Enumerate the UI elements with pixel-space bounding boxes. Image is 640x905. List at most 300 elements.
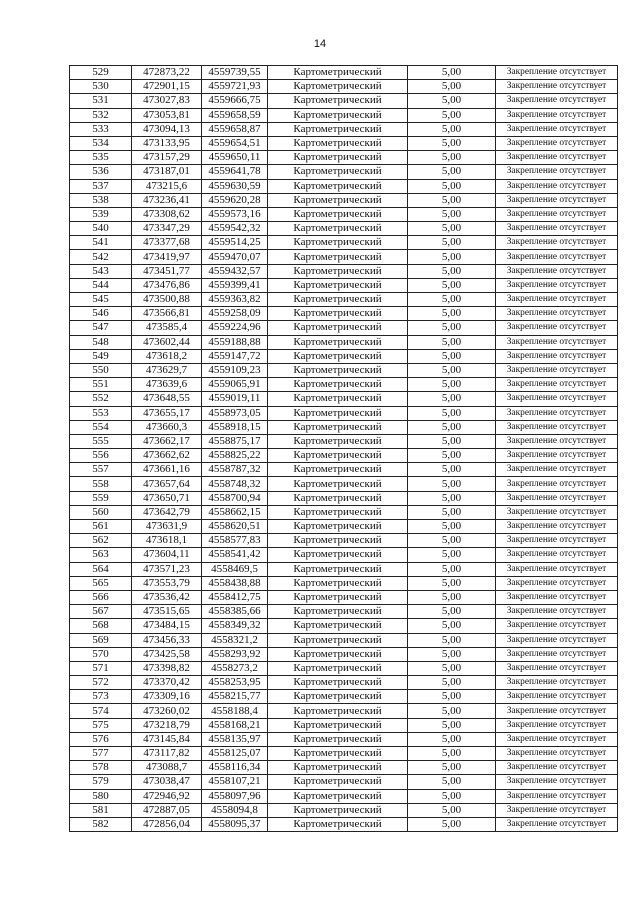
method-cell: Картометрический <box>268 605 408 619</box>
method-cell: Картометрический <box>268 165 408 179</box>
point-number-cell: 557 <box>70 463 132 477</box>
accuracy-cell: 5,00 <box>408 222 496 236</box>
accuracy-cell: 5,00 <box>408 66 496 80</box>
x-coordinate-cell: 473347,29 <box>132 222 202 236</box>
method-cell: Картометрический <box>268 704 408 718</box>
fixation-cell: Закрепление отсутствует <box>496 293 618 307</box>
method-cell: Картометрический <box>268 434 408 448</box>
point-number-cell: 537 <box>70 179 132 193</box>
accuracy-cell: 5,00 <box>408 761 496 775</box>
x-coordinate-cell: 473642,79 <box>132 505 202 519</box>
table-row <box>70 122 618 136</box>
point-number-cell: 529 <box>70 66 132 80</box>
x-coordinate-cell: 473425,58 <box>132 647 202 661</box>
method-cell: Картометрический <box>268 449 408 463</box>
table-row <box>70 647 618 661</box>
accuracy-cell: 5,00 <box>408 747 496 761</box>
y-coordinate-cell: 4559620,28 <box>202 193 268 207</box>
x-coordinate-cell: 473260,02 <box>132 704 202 718</box>
method-cell: Картометрический <box>268 761 408 775</box>
x-coordinate-cell: 473629,7 <box>132 363 202 377</box>
x-coordinate-cell: 473145,84 <box>132 732 202 746</box>
method-cell: Картометрический <box>268 264 408 278</box>
y-coordinate-cell: 4559573,16 <box>202 207 268 221</box>
table-row <box>70 250 618 264</box>
x-coordinate-cell: 473094,13 <box>132 122 202 136</box>
y-coordinate-cell: 4559147,72 <box>202 349 268 363</box>
method-cell: Картометрический <box>268 349 408 363</box>
accuracy-cell: 5,00 <box>408 633 496 647</box>
table-row <box>70 66 618 80</box>
table-row <box>70 817 618 831</box>
method-cell: Картометрический <box>268 576 408 590</box>
method-cell: Картометрический <box>268 676 408 690</box>
method-cell: Картометрический <box>268 505 408 519</box>
method-cell: Картометрический <box>268 775 408 789</box>
fixation-cell: Закрепление отсутствует <box>496 747 618 761</box>
fixation-cell: Закрепление отсутствует <box>496 80 618 94</box>
point-number-cell: 538 <box>70 193 132 207</box>
fixation-cell: Закрепление отсутствует <box>496 534 618 548</box>
fixation-cell: Закрепление отсутствует <box>496 520 618 534</box>
fixation-cell: Закрепление отсутствует <box>496 94 618 108</box>
accuracy-cell: 5,00 <box>408 307 496 321</box>
point-number-cell: 533 <box>70 122 132 136</box>
table-row <box>70 80 618 94</box>
fixation-cell: Закрепление отсутствует <box>496 108 618 122</box>
table-row <box>70 94 618 108</box>
accuracy-cell: 5,00 <box>408 293 496 307</box>
method-cell: Картометрический <box>268 619 408 633</box>
y-coordinate-cell: 4558973,05 <box>202 406 268 420</box>
accuracy-cell: 5,00 <box>408 250 496 264</box>
point-number-cell: 530 <box>70 80 132 94</box>
accuracy-cell: 5,00 <box>408 576 496 590</box>
accuracy-cell: 5,00 <box>408 520 496 534</box>
fixation-cell: Закрепление отсутствует <box>496 151 618 165</box>
y-coordinate-cell: 4558321,2 <box>202 633 268 647</box>
x-coordinate-cell: 473660,3 <box>132 420 202 434</box>
point-number-cell: 560 <box>70 505 132 519</box>
accuracy-cell: 5,00 <box>408 434 496 448</box>
y-coordinate-cell: 4558168,21 <box>202 718 268 732</box>
table-row <box>70 789 618 803</box>
y-coordinate-cell: 4558125,07 <box>202 747 268 761</box>
y-coordinate-cell: 4559654,51 <box>202 136 268 150</box>
method-cell: Картометрический <box>268 179 408 193</box>
point-number-cell: 569 <box>70 633 132 647</box>
y-coordinate-cell: 4559666,75 <box>202 94 268 108</box>
accuracy-cell: 5,00 <box>408 335 496 349</box>
method-cell: Картометрический <box>268 378 408 392</box>
table-row <box>70 378 618 392</box>
point-number-cell: 554 <box>70 420 132 434</box>
method-cell: Картометрический <box>268 293 408 307</box>
accuracy-cell: 5,00 <box>408 676 496 690</box>
method-cell: Картометрический <box>268 747 408 761</box>
table-row <box>70 207 618 221</box>
table-row <box>70 619 618 633</box>
accuracy-cell: 5,00 <box>408 193 496 207</box>
point-number-cell: 550 <box>70 363 132 377</box>
method-cell: Картометрический <box>268 562 408 576</box>
point-number-cell: 563 <box>70 548 132 562</box>
y-coordinate-cell: 4558875,17 <box>202 434 268 448</box>
y-coordinate-cell: 4559109,23 <box>202 363 268 377</box>
x-coordinate-cell: 473618,1 <box>132 534 202 548</box>
accuracy-cell: 5,00 <box>408 108 496 122</box>
fixation-cell: Закрепление отсутствует <box>496 491 618 505</box>
table-row <box>70 307 618 321</box>
fixation-cell: Закрепление отсутствует <box>496 406 618 420</box>
fixation-cell: Закрепление отсутствует <box>496 718 618 732</box>
fixation-cell: Закрепление отсутствует <box>496 434 618 448</box>
x-coordinate-cell: 472873,22 <box>132 66 202 80</box>
y-coordinate-cell: 4559650,11 <box>202 151 268 165</box>
fixation-cell: Закрепление отсутствует <box>496 363 618 377</box>
fixation-cell: Закрепление отсутствует <box>496 321 618 335</box>
y-coordinate-cell: 4558135,97 <box>202 732 268 746</box>
y-coordinate-cell: 4558412,75 <box>202 590 268 604</box>
y-coordinate-cell: 4559224,96 <box>202 321 268 335</box>
point-number-cell: 542 <box>70 250 132 264</box>
fixation-cell: Закрепление отсутствует <box>496 562 618 576</box>
point-number-cell: 565 <box>70 576 132 590</box>
table-row <box>70 732 618 746</box>
method-cell: Картометрический <box>268 647 408 661</box>
accuracy-cell: 5,00 <box>408 94 496 108</box>
fixation-cell: Закрепление отсутствует <box>496 590 618 604</box>
table-row <box>70 236 618 250</box>
table-row <box>70 590 618 604</box>
y-coordinate-cell: 4559658,59 <box>202 108 268 122</box>
x-coordinate-cell: 473117,82 <box>132 747 202 761</box>
point-number-cell: 564 <box>70 562 132 576</box>
method-cell: Картометрический <box>268 80 408 94</box>
table-row <box>70 676 618 690</box>
accuracy-cell: 5,00 <box>408 619 496 633</box>
accuracy-cell: 5,00 <box>408 349 496 363</box>
point-number-cell: 535 <box>70 151 132 165</box>
fixation-cell: Закрепление отсутствует <box>496 207 618 221</box>
point-number-cell: 556 <box>70 449 132 463</box>
x-coordinate-cell: 473456,33 <box>132 633 202 647</box>
accuracy-cell: 5,00 <box>408 392 496 406</box>
method-cell: Картометрический <box>268 520 408 534</box>
point-number-cell: 566 <box>70 590 132 604</box>
fixation-cell: Закрепление отсутствует <box>496 278 618 292</box>
method-cell: Картометрический <box>268 122 408 136</box>
accuracy-cell: 5,00 <box>408 264 496 278</box>
fixation-cell: Закрепление отсутствует <box>496 548 618 562</box>
point-number-cell: 575 <box>70 718 132 732</box>
x-coordinate-cell: 473308,62 <box>132 207 202 221</box>
table-row <box>70 548 618 562</box>
method-cell: Картометрический <box>268 803 408 817</box>
table-row <box>70 633 618 647</box>
y-coordinate-cell: 4559514,25 <box>202 236 268 250</box>
y-coordinate-cell: 4558469,5 <box>202 562 268 576</box>
fixation-cell: Закрепление отсутствует <box>496 576 618 590</box>
fixation-cell: Закрепление отсутствует <box>496 378 618 392</box>
y-coordinate-cell: 4558577,83 <box>202 534 268 548</box>
point-number-cell: 553 <box>70 406 132 420</box>
method-cell: Картометрический <box>268 335 408 349</box>
x-coordinate-cell: 473602,44 <box>132 335 202 349</box>
coordinates-table-body <box>70 66 618 832</box>
table-row <box>70 576 618 590</box>
y-coordinate-cell: 4558188,4 <box>202 704 268 718</box>
accuracy-cell: 5,00 <box>408 378 496 392</box>
x-coordinate-cell: 473571,23 <box>132 562 202 576</box>
method-cell: Картометрический <box>268 151 408 165</box>
accuracy-cell: 5,00 <box>408 803 496 817</box>
fixation-cell: Закрепление отсутствует <box>496 732 618 746</box>
x-coordinate-cell: 473500,88 <box>132 293 202 307</box>
method-cell: Картометрический <box>268 477 408 491</box>
fixation-cell: Закрепление отсутствует <box>496 463 618 477</box>
point-number-cell: 567 <box>70 605 132 619</box>
point-number-cell: 581 <box>70 803 132 817</box>
point-number-cell: 562 <box>70 534 132 548</box>
x-coordinate-cell: 473604,11 <box>132 548 202 562</box>
page-number: 14 <box>313 38 327 50</box>
y-coordinate-cell: 4558215,77 <box>202 690 268 704</box>
point-number-cell: 573 <box>70 690 132 704</box>
x-coordinate-cell: 473236,41 <box>132 193 202 207</box>
point-number-cell: 548 <box>70 335 132 349</box>
accuracy-cell: 5,00 <box>408 236 496 250</box>
table-row <box>70 151 618 165</box>
point-number-cell: 576 <box>70 732 132 746</box>
point-number-cell: 578 <box>70 761 132 775</box>
method-cell: Картометрический <box>268 392 408 406</box>
table-row <box>70 505 618 519</box>
method-cell: Картометрический <box>268 250 408 264</box>
table-row <box>70 534 618 548</box>
x-coordinate-cell: 473618,2 <box>132 349 202 363</box>
method-cell: Картометрический <box>268 136 408 150</box>
point-number-cell: 570 <box>70 647 132 661</box>
fixation-cell: Закрепление отсутствует <box>496 335 618 349</box>
method-cell: Картометрический <box>268 66 408 80</box>
x-coordinate-cell: 472856,04 <box>132 817 202 831</box>
x-coordinate-cell: 473566,81 <box>132 307 202 321</box>
table-row <box>70 335 618 349</box>
method-cell: Картометрический <box>268 690 408 704</box>
method-cell: Картометрический <box>268 108 408 122</box>
table-row <box>70 420 618 434</box>
x-coordinate-cell: 473639,6 <box>132 378 202 392</box>
y-coordinate-cell: 4559188,88 <box>202 335 268 349</box>
y-coordinate-cell: 4558787,32 <box>202 463 268 477</box>
fixation-cell: Закрепление отсутствует <box>496 704 618 718</box>
method-cell: Картометрический <box>268 94 408 108</box>
y-coordinate-cell: 4559432,57 <box>202 264 268 278</box>
x-coordinate-cell: 472887,05 <box>132 803 202 817</box>
table-row <box>70 321 618 335</box>
x-coordinate-cell: 473370,42 <box>132 676 202 690</box>
method-cell: Картометрический <box>268 278 408 292</box>
table-row <box>70 434 618 448</box>
x-coordinate-cell: 473218,79 <box>132 718 202 732</box>
point-number-cell: 551 <box>70 378 132 392</box>
fixation-cell: Закрепление отсутствует <box>496 193 618 207</box>
accuracy-cell: 5,00 <box>408 80 496 94</box>
x-coordinate-cell: 473215,6 <box>132 179 202 193</box>
fixation-cell: Закрепление отсутствует <box>496 803 618 817</box>
point-number-cell: 532 <box>70 108 132 122</box>
y-coordinate-cell: 4558349,32 <box>202 619 268 633</box>
x-coordinate-cell: 473088,7 <box>132 761 202 775</box>
method-cell: Картометрический <box>268 222 408 236</box>
method-cell: Картометрический <box>268 207 408 221</box>
table-row <box>70 449 618 463</box>
x-coordinate-cell: 473476,86 <box>132 278 202 292</box>
point-number-cell: 549 <box>70 349 132 363</box>
y-coordinate-cell: 4558273,2 <box>202 661 268 675</box>
fixation-cell: Закрепление отсутствует <box>496 179 618 193</box>
x-coordinate-cell: 473657,64 <box>132 477 202 491</box>
fixation-cell: Закрепление отсутствует <box>496 392 618 406</box>
y-coordinate-cell: 4559019,11 <box>202 392 268 406</box>
fixation-cell: Закрепление отсутствует <box>496 661 618 675</box>
table-row <box>70 718 618 732</box>
table-row <box>70 278 618 292</box>
accuracy-cell: 5,00 <box>408 491 496 505</box>
fixation-cell: Закрепление отсутствует <box>496 619 618 633</box>
method-cell: Картометрический <box>268 789 408 803</box>
fixation-cell: Закрепление отсутствует <box>496 690 618 704</box>
method-cell: Картометрический <box>268 307 408 321</box>
x-coordinate-cell: 473655,17 <box>132 406 202 420</box>
fixation-cell: Закрепление отсутствует <box>496 505 618 519</box>
fixation-cell: Закрепление отсутствует <box>496 761 618 775</box>
y-coordinate-cell: 4558748,32 <box>202 477 268 491</box>
y-coordinate-cell: 4559470,07 <box>202 250 268 264</box>
table-row <box>70 193 618 207</box>
y-coordinate-cell: 4559739,55 <box>202 66 268 80</box>
table-row <box>70 349 618 363</box>
y-coordinate-cell: 4559641,78 <box>202 165 268 179</box>
accuracy-cell: 5,00 <box>408 505 496 519</box>
fixation-cell: Закрепление отсутствует <box>496 264 618 278</box>
fixation-cell: Закрепление отсутствует <box>496 676 618 690</box>
table-row <box>70 491 618 505</box>
accuracy-cell: 5,00 <box>408 718 496 732</box>
y-coordinate-cell: 4558541,42 <box>202 548 268 562</box>
method-cell: Картометрический <box>268 236 408 250</box>
accuracy-cell: 5,00 <box>408 534 496 548</box>
x-coordinate-cell: 473053,81 <box>132 108 202 122</box>
method-cell: Картометрический <box>268 406 408 420</box>
table-row <box>70 136 618 150</box>
x-coordinate-cell: 473648,55 <box>132 392 202 406</box>
fixation-cell: Закрепление отсутствует <box>496 420 618 434</box>
x-coordinate-cell: 472901,15 <box>132 80 202 94</box>
table-row <box>70 179 618 193</box>
y-coordinate-cell: 4558438,88 <box>202 576 268 590</box>
accuracy-cell: 5,00 <box>408 704 496 718</box>
point-number-cell: 540 <box>70 222 132 236</box>
accuracy-cell: 5,00 <box>408 463 496 477</box>
method-cell: Картометрический <box>268 491 408 505</box>
coordinates-table <box>69 65 618 832</box>
x-coordinate-cell: 473038,47 <box>132 775 202 789</box>
accuracy-cell: 5,00 <box>408 165 496 179</box>
point-number-cell: 539 <box>70 207 132 221</box>
point-number-cell: 555 <box>70 434 132 448</box>
method-cell: Картометрический <box>268 633 408 647</box>
point-number-cell: 552 <box>70 392 132 406</box>
fixation-cell: Закрепление отсутствует <box>496 605 618 619</box>
x-coordinate-cell: 473377,68 <box>132 236 202 250</box>
table-row <box>70 363 618 377</box>
point-number-cell: 544 <box>70 278 132 292</box>
x-coordinate-cell: 473553,79 <box>132 576 202 590</box>
table-row <box>70 520 618 534</box>
point-number-cell: 568 <box>70 619 132 633</box>
y-coordinate-cell: 4558095,37 <box>202 817 268 831</box>
fixation-cell: Закрепление отсутствует <box>496 817 618 831</box>
y-coordinate-cell: 4558825,22 <box>202 449 268 463</box>
point-number-cell: 577 <box>70 747 132 761</box>
fixation-cell: Закрепление отсутствует <box>496 122 618 136</box>
point-number-cell: 531 <box>70 94 132 108</box>
point-number-cell: 571 <box>70 661 132 675</box>
x-coordinate-cell: 473484,15 <box>132 619 202 633</box>
x-coordinate-cell: 473027,83 <box>132 94 202 108</box>
x-coordinate-cell: 473662,62 <box>132 449 202 463</box>
y-coordinate-cell: 4559721,93 <box>202 80 268 94</box>
method-cell: Картометрический <box>268 817 408 831</box>
fixation-cell: Закрепление отсутствует <box>496 449 618 463</box>
table-row <box>70 747 618 761</box>
method-cell: Картометрический <box>268 534 408 548</box>
table-row <box>70 165 618 179</box>
point-number-cell: 572 <box>70 676 132 690</box>
accuracy-cell: 5,00 <box>408 406 496 420</box>
fixation-cell: Закрепление отсутствует <box>496 165 618 179</box>
point-number-cell: 561 <box>70 520 132 534</box>
fixation-cell: Закрепление отсутствует <box>496 789 618 803</box>
x-coordinate-cell: 473187,01 <box>132 165 202 179</box>
y-coordinate-cell: 4558253,95 <box>202 676 268 690</box>
fixation-cell: Закрепление отсутствует <box>496 775 618 789</box>
point-number-cell: 547 <box>70 321 132 335</box>
table-row <box>70 463 618 477</box>
method-cell: Картометрический <box>268 548 408 562</box>
table-row <box>70 222 618 236</box>
y-coordinate-cell: 4559542,32 <box>202 222 268 236</box>
point-number-cell: 579 <box>70 775 132 789</box>
method-cell: Картометрический <box>268 321 408 335</box>
point-number-cell: 543 <box>70 264 132 278</box>
x-coordinate-cell: 473157,29 <box>132 151 202 165</box>
y-coordinate-cell: 4558107,21 <box>202 775 268 789</box>
accuracy-cell: 5,00 <box>408 789 496 803</box>
y-coordinate-cell: 4558116,34 <box>202 761 268 775</box>
fixation-cell: Закрепление отсутствует <box>496 136 618 150</box>
method-cell: Картометрический <box>268 463 408 477</box>
accuracy-cell: 5,00 <box>408 690 496 704</box>
y-coordinate-cell: 4558097,96 <box>202 789 268 803</box>
accuracy-cell: 5,00 <box>408 420 496 434</box>
table-row <box>70 406 618 420</box>
accuracy-cell: 5,00 <box>408 817 496 831</box>
accuracy-cell: 5,00 <box>408 732 496 746</box>
table-row <box>70 477 618 491</box>
